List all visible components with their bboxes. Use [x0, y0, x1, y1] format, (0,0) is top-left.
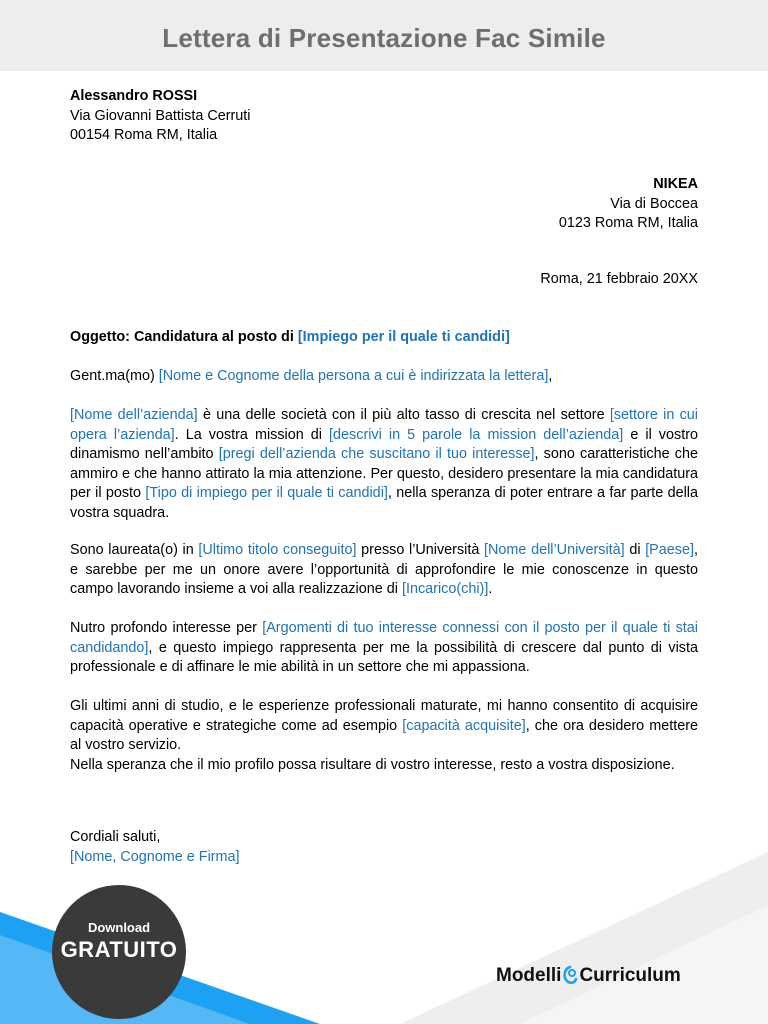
- body-text: . La vostra mission di: [174, 426, 330, 443]
- placeholder-text: [settore in cui opera l’azienda]: [70, 407, 698, 443]
- greeting-suffix: ,: [548, 368, 553, 384]
- placeholder-text: [Incarico(chi)]: [401, 581, 489, 597]
- sender-street: Via Giovanni Battista Cerruti: [70, 107, 251, 124]
- placeholder-text: [capacità acquisite]: [402, 717, 526, 734]
- paragraph-2: [70, 541, 698, 600]
- paragraph-5: [70, 756, 698, 776]
- sender-name: Alessandro ROSSI: [70, 88, 198, 104]
- download-badge[interactable]: [52, 885, 186, 1019]
- logo-right-text: Curriculum: [579, 965, 681, 987]
- body-text: , sono caratteristiche che ammiro e che hanno attirato la mia attenzione. Per questo, desidero presentare la mia candidatura per il posto: [70, 446, 698, 501]
- body-text: , che ora desidero mettere al vostro servizio.: [70, 717, 698, 753]
- paragraph-4: [70, 697, 698, 756]
- placeholder-text: [descrivi in 5 parole la mission dell’azienda]: [329, 426, 624, 443]
- signature-placeholder: [Nome, Cognome e Firma]: [70, 848, 240, 865]
- logo-swirl-icon: [561, 965, 579, 987]
- letter-body: [70, 87, 698, 865]
- salutation: Cordiali saluti,: [70, 829, 161, 845]
- paragraph-1: [70, 406, 698, 523]
- body-text: di: [624, 542, 646, 558]
- sender-city: 00154 Roma RM, Italia: [70, 127, 218, 143]
- recipient-block: [559, 175, 698, 234]
- recipient-name: NIKEA: [653, 176, 698, 192]
- placeholder-text: [Ultimo titolo conseguito]: [198, 542, 357, 558]
- placeholder-text: [Tipo di impiego per il quale ti candidi]: [145, 485, 388, 501]
- body-text: , nella speranza di poter entrare a far parte della vostra squadra.: [70, 485, 698, 521]
- placeholder-text: [Argomenti di tuo interesse connessi con il posto per il quale ti stai candidando]: [70, 620, 698, 656]
- placeholder-text: [Nome dell’Università]: [484, 542, 625, 558]
- greeting-prefix: Gent.ma(mo): [70, 368, 159, 384]
- body-text: , e sarebbe per me un onore avere l’opportunità di approfondire le mie conoscenze in questo campo lavorando insieme a voi alla realizzazione di: [70, 542, 698, 597]
- placeholder-text: [pregi dell’azienda che suscitano il tuo interesse]: [218, 446, 535, 462]
- greeting: [70, 367, 552, 387]
- body-text: , e questo impiego rappresenta per me la possibilità di crescere dal punto di vista professionale e di affinare le mie abilità in un settore che mi appassiona.: [70, 639, 698, 675]
- body-text: Gli ultimi anni di studio, e le esperienze professionali maturate, mi hanno consentito di acquisire capacità operative e strategiche come ad esempio: [70, 698, 698, 734]
- page-title: Lettera di Presentazione Fac Simile: [162, 23, 606, 53]
- placeholder-text: [Nome dell’azienda]: [70, 407, 198, 423]
- recipient-street: Via di Boccea: [610, 195, 698, 212]
- body-text: è una delle società con il più alto tasso di crescita nel settore: [197, 407, 610, 423]
- closing-block: [70, 828, 240, 867]
- body-text: presso l’Università: [356, 542, 485, 558]
- placeholder-text: [Paese]: [645, 542, 694, 558]
- subject-label: Oggetto: Candidatura al posto di: [70, 329, 298, 345]
- body-text: e il vostro dinamismo nell’ambito: [70, 426, 698, 462]
- body-text: .: [488, 581, 493, 597]
- body-text: Nella speranza che il mio profilo possa risultare di vostro interesse, resto a vostra disposizione.: [70, 757, 675, 773]
- recipient-city: 0123 Roma RM, Italia: [558, 215, 698, 231]
- subject-placeholder: [Impiego per il quale ti candidi]: [297, 329, 510, 345]
- logo-left-text: Modelli: [496, 965, 562, 987]
- subject-line: [70, 328, 510, 348]
- letter-date: Roma, 21 febbraio 20XX: [540, 271, 698, 287]
- paragraph-3: [70, 619, 698, 678]
- brand-logo: [496, 965, 681, 987]
- body-text: Sono laureata(o) in: [70, 542, 199, 558]
- greeting-placeholder: [Nome e Cognome della persona a cui è indirizzata la lettera]: [158, 368, 549, 384]
- badge-free-label: GRATUITO: [60, 937, 178, 962]
- body-text: Nutro profondo interesse per: [70, 620, 263, 636]
- badge-download-label: Download: [87, 920, 151, 935]
- sender-block: [70, 87, 698, 146]
